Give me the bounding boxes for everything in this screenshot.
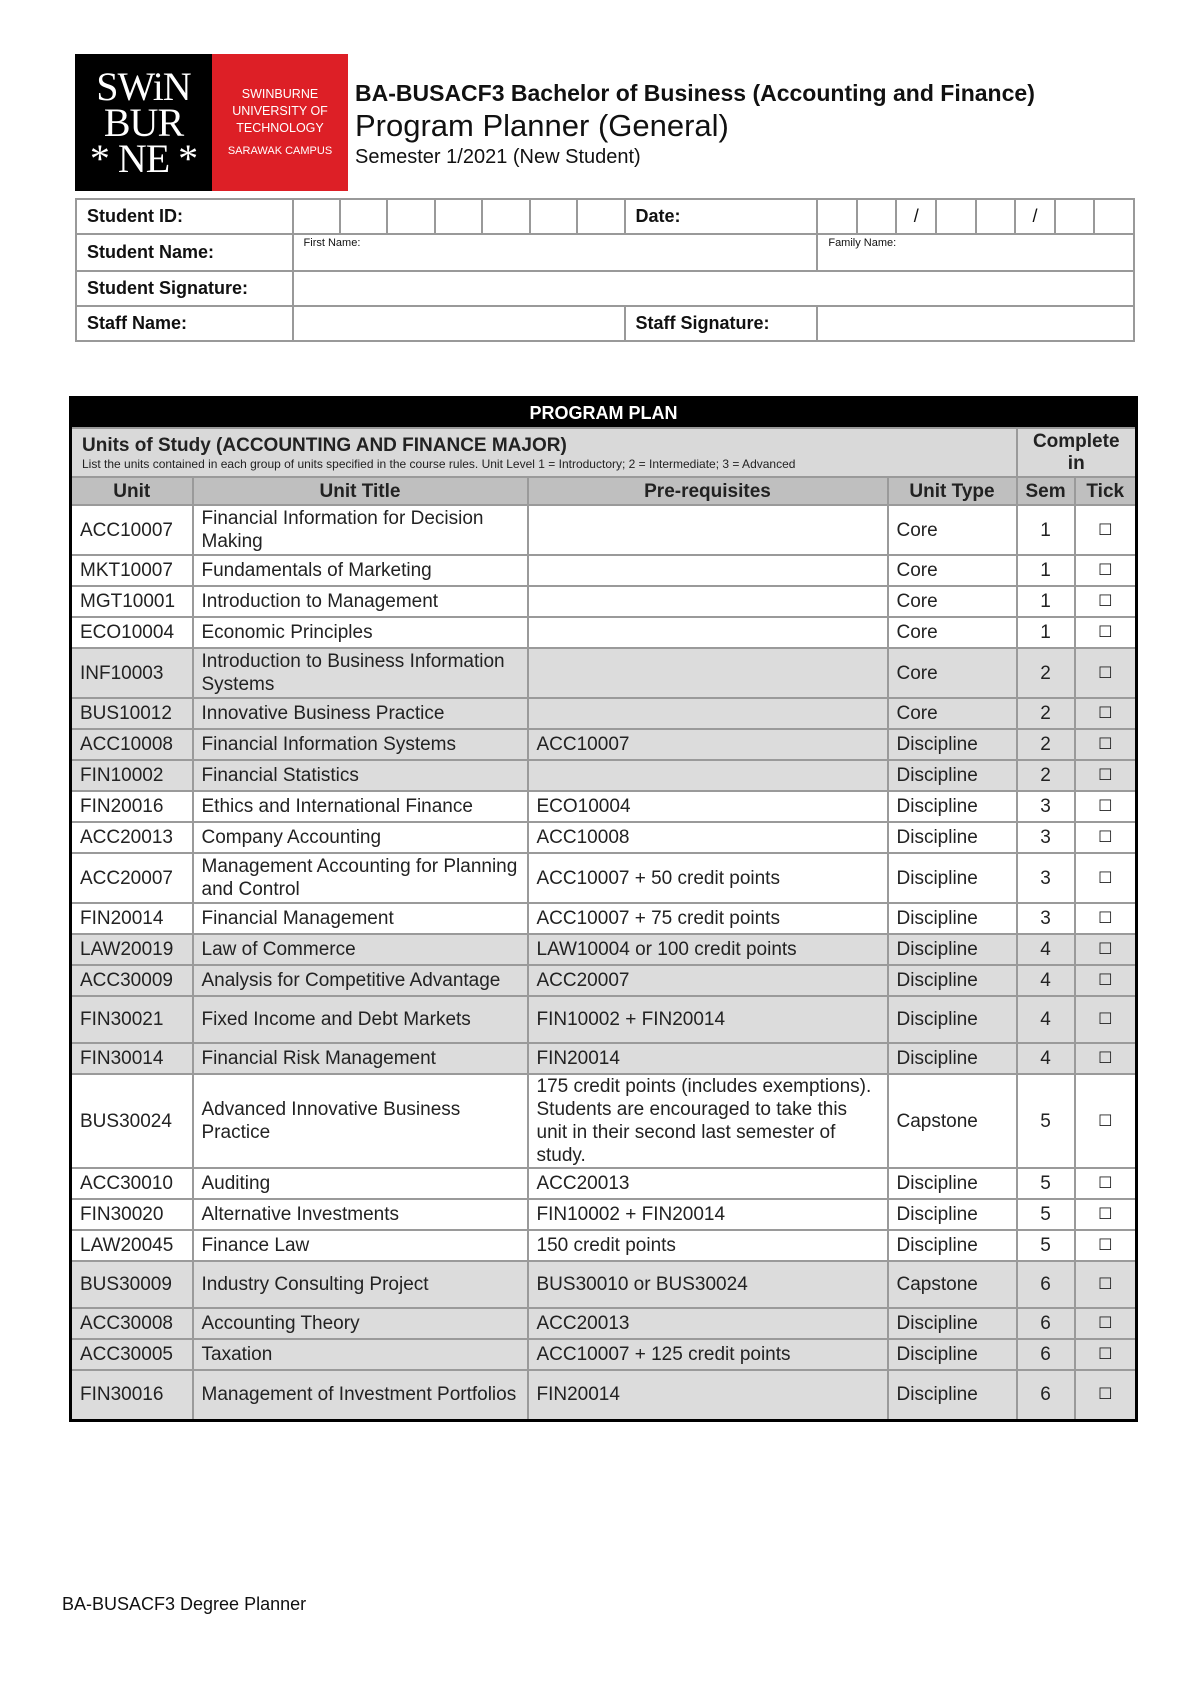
date-box[interactable] (976, 199, 1016, 234)
table-row (71, 1043, 1137, 1074)
tick-checkbox[interactable]: ☐ (1075, 648, 1137, 698)
unit-prerequisites (528, 505, 888, 555)
unit-code: FIN30016 (71, 1370, 193, 1420)
unit-type: Discipline (888, 934, 1017, 965)
unit-prerequisites: ACC20007 (528, 965, 888, 996)
unit-title: Industry Consulting Project (193, 1261, 528, 1308)
unit-sem: 4 (1017, 934, 1075, 965)
student-signature-label: Student Signature: (76, 271, 293, 306)
unit-type: Discipline (888, 1339, 1017, 1370)
table-row (71, 698, 1137, 729)
unit-title: Law of Commerce (193, 934, 528, 965)
staff-signature-label: Staff Signature: (625, 306, 818, 341)
tick-checkbox[interactable]: ☐ (1075, 1308, 1137, 1339)
unit-sem: 6 (1017, 1370, 1075, 1420)
unit-type: Core (888, 555, 1017, 586)
logo-name-line: SWINBURNE (241, 86, 319, 101)
unit-sem: 3 (1017, 822, 1075, 853)
unit-type: Core (888, 505, 1017, 555)
table-row (71, 505, 1137, 555)
unit-type: Discipline (888, 791, 1017, 822)
unit-title: Fundamentals of Marketing (193, 555, 528, 586)
student-id-box[interactable] (577, 199, 624, 234)
unit-prerequisites: LAW10004 or 100 credit points (528, 934, 888, 965)
tick-checkbox[interactable]: ☐ (1075, 1043, 1137, 1074)
unit-prerequisites: ACC10007 + 75 credit points (528, 903, 888, 934)
student-id-box[interactable] (482, 199, 529, 234)
footer-text: BA-BUSACF3 Degree Planner (62, 1594, 307, 1614)
unit-type: Core (888, 617, 1017, 648)
unit-code: FIN20014 (71, 903, 193, 934)
unit-type: Discipline (888, 1168, 1017, 1199)
unit-code: MGT10001 (71, 586, 193, 617)
unit-prerequisites: 175 credit points (includes exemptions). Students are encouraged to take this unit in their second last semester of study. (528, 1074, 888, 1168)
table-row (71, 996, 1137, 1043)
unit-type: Core (888, 698, 1017, 729)
tick-checkbox[interactable]: ☐ (1075, 1261, 1137, 1308)
unit-title: Financial Information for Decision Making (193, 505, 528, 555)
table-row (71, 1230, 1137, 1261)
unit-title: Analysis for Competitive Advantage (193, 965, 528, 996)
tick-checkbox[interactable]: ☐ (1075, 1370, 1137, 1420)
unit-type: Discipline (888, 760, 1017, 791)
tick-checkbox[interactable]: ☐ (1075, 1230, 1137, 1261)
unit-prerequisites: FIN10002 + FIN20014 (528, 996, 888, 1043)
table-row (71, 1308, 1137, 1339)
unit-type: Discipline (888, 1308, 1017, 1339)
logo-wordmark (75, 54, 212, 191)
unit-type: Discipline (888, 729, 1017, 760)
tick-checkbox[interactable]: ☐ (1075, 729, 1137, 760)
unit-title: Financial Risk Management (193, 1043, 528, 1074)
table-row (71, 934, 1137, 965)
unit-title: Alternative Investments (193, 1199, 528, 1230)
tick-checkbox[interactable]: ☐ (1075, 965, 1137, 996)
unit-title: Management of Investment Portfolios (193, 1370, 528, 1420)
unit-sem: 2 (1017, 760, 1075, 791)
unit-prerequisites (528, 648, 888, 698)
unit-type: Capstone (888, 1261, 1017, 1308)
unit-code: ECO10004 (71, 617, 193, 648)
unit-sem: 5 (1017, 1168, 1075, 1199)
logo-word-line: * NE * (89, 135, 198, 181)
tick-checkbox[interactable]: ☐ (1075, 1199, 1137, 1230)
unit-code: LAW20045 (71, 1230, 193, 1261)
unit-prerequisites: ACC10008 (528, 822, 888, 853)
col-unit: Unit (71, 477, 193, 505)
unit-prerequisites: FIN20014 (528, 1043, 888, 1074)
tick-checkbox[interactable]: ☐ (1075, 853, 1137, 903)
university-logo (75, 54, 348, 191)
table-row (71, 1074, 1137, 1168)
date-label: Date: (625, 199, 818, 234)
unit-title: Auditing (193, 1168, 528, 1199)
table-row (71, 791, 1137, 822)
unit-type: Discipline (888, 1370, 1017, 1420)
unit-code: FIN30021 (71, 996, 193, 1043)
date-box[interactable] (1094, 199, 1134, 234)
date-box[interactable] (936, 199, 976, 234)
col-prerequisites: Pre-requisites (528, 477, 888, 505)
unit-title: Taxation (193, 1339, 528, 1370)
date-box[interactable] (1055, 199, 1095, 234)
unit-sem: 1 (1017, 505, 1075, 555)
table-row (71, 1339, 1137, 1370)
col-sem: Sem (1017, 477, 1075, 505)
first-name-field[interactable]: First Name: (293, 234, 818, 271)
logo-campus: SARAWAK CAMPUS (227, 144, 333, 157)
unit-sem: 5 (1017, 1074, 1075, 1168)
program-plan-table (69, 396, 1138, 1422)
unit-sem: 3 (1017, 903, 1075, 934)
unit-prerequisites: FIN20014 (528, 1370, 888, 1420)
complete-in-header: Complete in (1017, 428, 1137, 477)
logo-word-line: BUR (103, 99, 184, 145)
unit-title: Financial Statistics (193, 760, 528, 791)
tick-checkbox[interactable]: ☐ (1075, 760, 1137, 791)
unit-code: BUS10012 (71, 698, 193, 729)
unit-type: Discipline (888, 853, 1017, 903)
unit-prerequisites (528, 698, 888, 729)
col-unit-type: Unit Type (888, 477, 1017, 505)
unit-prerequisites: FIN10002 + FIN20014 (528, 1199, 888, 1230)
tick-checkbox[interactable]: ☐ (1075, 617, 1137, 648)
student-id-box[interactable] (340, 199, 387, 234)
unit-prerequisites: ACC10007 (528, 729, 888, 760)
tick-checkbox[interactable]: ☐ (1075, 1168, 1137, 1199)
unit-sem: 2 (1017, 698, 1075, 729)
unit-code: LAW20019 (71, 934, 193, 965)
tick-checkbox[interactable]: ☐ (1075, 903, 1137, 934)
unit-title: Financial Management (193, 903, 528, 934)
tick-checkbox[interactable]: ☐ (1075, 934, 1137, 965)
unit-title: Economic Principles (193, 617, 528, 648)
unit-prerequisites: BUS30010 or BUS30024 (528, 1261, 888, 1308)
unit-type: Core (888, 586, 1017, 617)
unit-title: Introduction to Management (193, 586, 528, 617)
unit-prerequisites (528, 555, 888, 586)
tick-checkbox[interactable]: ☐ (1075, 698, 1137, 729)
table-row (71, 555, 1137, 586)
unit-code: BUS30024 (71, 1074, 193, 1168)
student-id-box[interactable] (293, 199, 340, 234)
unit-sem: 2 (1017, 648, 1075, 698)
unit-type: Discipline (888, 965, 1017, 996)
unit-prerequisites (528, 617, 888, 648)
unit-code: MKT10007 (71, 555, 193, 586)
unit-prerequisites: 150 credit points (528, 1230, 888, 1261)
plan-rows (71, 505, 1137, 1420)
staff-name-label: Staff Name: (76, 306, 293, 341)
unit-sem: 2 (1017, 729, 1075, 760)
unit-code: ACC10007 (71, 505, 193, 555)
family-name-field[interactable]: Family Name: (817, 234, 1134, 271)
unit-type: Capstone (888, 1074, 1017, 1168)
table-row (71, 903, 1137, 934)
unit-sem: 3 (1017, 853, 1075, 903)
col-unit-title: Unit Title (193, 477, 528, 505)
unit-type: Core (888, 648, 1017, 698)
unit-type: Discipline (888, 822, 1017, 853)
unit-code: FIN30014 (71, 1043, 193, 1074)
table-row (71, 617, 1137, 648)
logo-name-line: UNIVERSITY OF (232, 103, 328, 118)
unit-code: FIN30020 (71, 1199, 193, 1230)
unit-title: Management Accounting for Planning and Control (193, 853, 528, 903)
student-id-box[interactable] (530, 199, 577, 234)
unit-sem: 1 (1017, 617, 1075, 648)
table-row (71, 965, 1137, 996)
unit-code: BUS30009 (71, 1261, 193, 1308)
unit-sem: 1 (1017, 555, 1075, 586)
unit-sem: 4 (1017, 996, 1075, 1043)
unit-type: Discipline (888, 1043, 1017, 1074)
semester-label: Semester 1/2021 (New Student) (355, 146, 641, 168)
unit-prerequisites: ECO10004 (528, 791, 888, 822)
unit-code: ACC30008 (71, 1308, 193, 1339)
unit-title: Innovative Business Practice (193, 698, 528, 729)
unit-sem: 4 (1017, 965, 1075, 996)
unit-code: ACC30009 (71, 965, 193, 996)
table-row (71, 1370, 1137, 1420)
unit-code: ACC20013 (71, 822, 193, 853)
program-plan-heading: PROGRAM PLAN (71, 398, 1137, 429)
unit-sem: 6 (1017, 1308, 1075, 1339)
unit-type: Discipline (888, 903, 1017, 934)
student-name-label: Student Name: (76, 234, 293, 271)
table-row (71, 1168, 1137, 1199)
unit-prerequisites: ACC10007 + 50 credit points (528, 853, 888, 903)
unit-title: Finance Law (193, 1230, 528, 1261)
tick-checkbox[interactable]: ☐ (1075, 505, 1137, 555)
unit-sem: 3 (1017, 791, 1075, 822)
unit-code: ACC20007 (71, 853, 193, 903)
tick-checkbox[interactable]: ☐ (1075, 1339, 1137, 1370)
table-row (71, 1199, 1137, 1230)
date-box[interactable] (857, 199, 897, 234)
table-row (71, 586, 1137, 617)
unit-sem: 6 (1017, 1261, 1075, 1308)
table-row (71, 648, 1137, 698)
unit-title: Company Accounting (193, 822, 528, 853)
logo-name-panel (212, 54, 348, 191)
unit-sem: 1 (1017, 586, 1075, 617)
unit-type: Discipline (888, 996, 1017, 1043)
tick-checkbox[interactable]: ☐ (1075, 1074, 1137, 1168)
table-row (71, 822, 1137, 853)
date-separator: / (1015, 199, 1055, 234)
table-row (71, 1261, 1137, 1308)
unit-code: ACC30010 (71, 1168, 193, 1199)
unit-title: Advanced Innovative Business Practice (193, 1074, 528, 1168)
unit-code: INF10003 (71, 648, 193, 698)
unit-sem: 6 (1017, 1339, 1075, 1370)
student-signature-field[interactable] (293, 271, 1134, 306)
unit-prerequisites: ACC20013 (528, 1308, 888, 1339)
unit-title: Ethics and International Finance (193, 791, 528, 822)
tick-checkbox[interactable]: ☐ (1075, 586, 1137, 617)
units-group-note: List the units contained in each group of units specified in the course rules. Unit Level 1 = Introductory; 2 = Intermediate; 3 = Advanced (82, 457, 796, 471)
unit-type: Discipline (888, 1230, 1017, 1261)
unit-prerequisites: ACC10007 + 125 credit points (528, 1339, 888, 1370)
unit-title: Accounting Theory (193, 1308, 528, 1339)
course-title: BA-BUSACF3 Bachelor of Business (Accounting and Finance) (355, 80, 1035, 106)
unit-prerequisites (528, 760, 888, 791)
unit-title: Fixed Income and Debt Markets (193, 996, 528, 1043)
unit-sem: 4 (1017, 1043, 1075, 1074)
student-id-box[interactable] (435, 199, 482, 234)
tick-checkbox[interactable]: ☐ (1075, 555, 1137, 586)
student-details-form (75, 198, 1135, 342)
units-group-title: Units of Study (ACCOUNTING AND FINANCE MAJOR) (82, 435, 567, 456)
units-group-header (71, 428, 1017, 477)
logo-word-line: SWiN (96, 63, 191, 109)
table-row (71, 729, 1137, 760)
unit-type: Discipline (888, 1199, 1017, 1230)
date-box[interactable] (817, 199, 857, 234)
staff-signature-field[interactable] (817, 306, 1134, 341)
unit-title: Financial Information Systems (193, 729, 528, 760)
staff-name-field[interactable] (293, 306, 625, 341)
student-id-box[interactable] (387, 199, 434, 234)
table-row (71, 853, 1137, 903)
page-title: Program Planner (General) (355, 108, 729, 143)
unit-prerequisites (528, 586, 888, 617)
unit-code: ACC10008 (71, 729, 193, 760)
unit-prerequisites: ACC20013 (528, 1168, 888, 1199)
unit-code: FIN10002 (71, 760, 193, 791)
unit-code: FIN20016 (71, 791, 193, 822)
col-tick: Tick (1075, 477, 1137, 505)
tick-checkbox[interactable]: ☐ (1075, 791, 1137, 822)
tick-checkbox[interactable]: ☐ (1075, 996, 1137, 1043)
table-row (71, 760, 1137, 791)
unit-sem: 5 (1017, 1230, 1075, 1261)
logo-name-line: TECHNOLOGY (236, 120, 324, 135)
student-id-label: Student ID: (76, 199, 293, 234)
tick-checkbox[interactable]: ☐ (1075, 822, 1137, 853)
unit-code: ACC30005 (71, 1339, 193, 1370)
unit-title: Introduction to Business Information Systems (193, 648, 528, 698)
unit-sem: 5 (1017, 1199, 1075, 1230)
date-separator: / (896, 199, 936, 234)
